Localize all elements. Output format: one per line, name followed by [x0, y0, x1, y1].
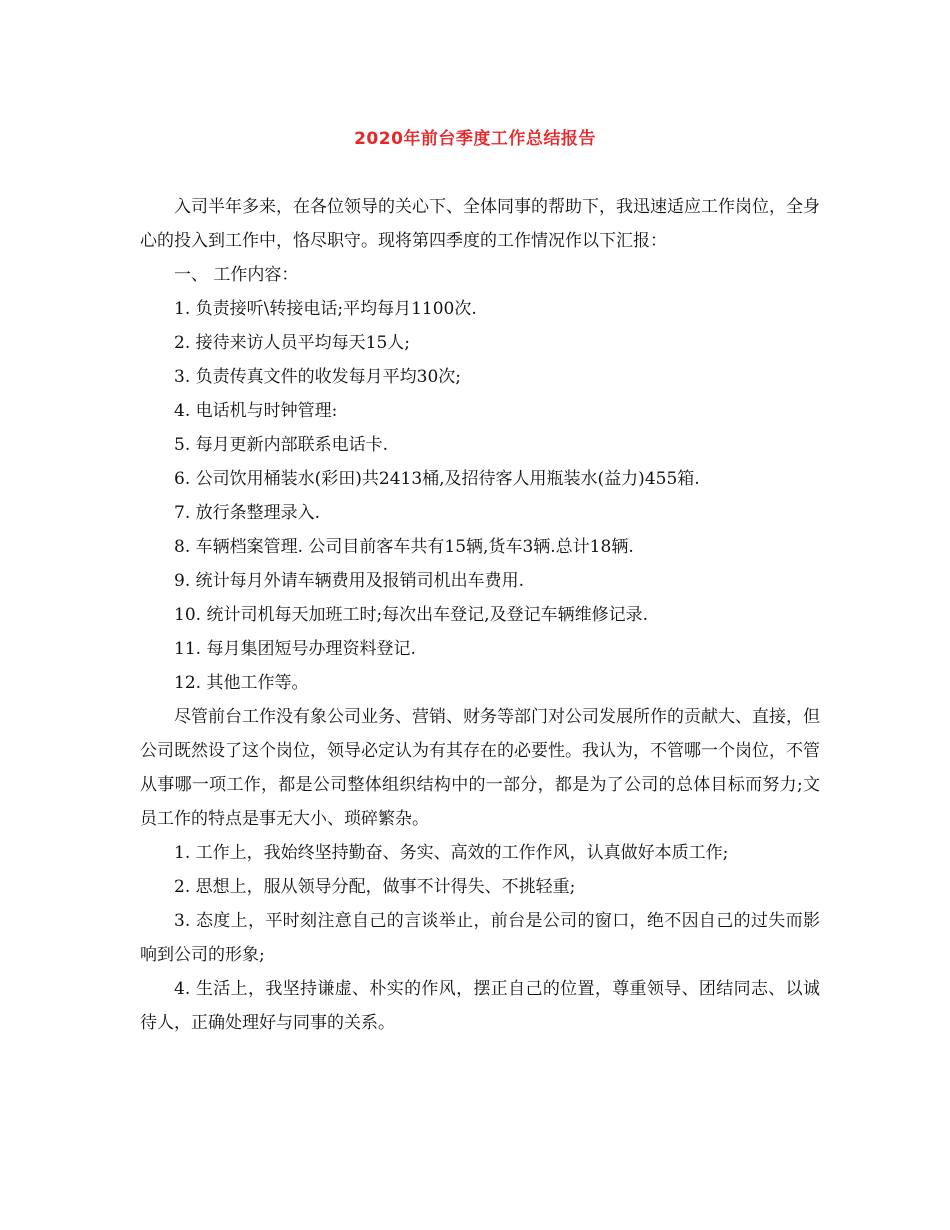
list-item: 10. 统计司机每天加班工时;每次出车登记,及登记车辆维修记录.	[174, 605, 648, 625]
list-item: 11. 每月集团短号办理资料登记.	[174, 639, 416, 659]
intro-paragraph: 入司半年多来，在各位领导的关心下、全体同事的帮助下，我迅速适应工作岗位，全身心的投入到工作中，恪尽职守。现将第四季度的工作情况作以下汇报：	[140, 197, 820, 251]
list-item: 1. 负责接听\转接电话;平均每月1100次.	[174, 299, 477, 319]
list-item: 9. 统计每月外请车辆费用及报销司机出车费用.	[174, 571, 525, 591]
list-item: 4. 生活上，我坚持谦虚、朴实的作风，摆正自己的位置，尊重领导、团结同志、以诚待人，正确处理好与同事的关系。	[140, 979, 820, 1033]
document-body	[140, 190, 820, 1040]
section-heading: 一、 工作内容：	[174, 265, 299, 285]
document-title: 2020年前台季度工作总结报告	[354, 129, 596, 149]
list-item: 8. 车辆档案管理. 公司目前客车共有15辆,货车3辆.总计18辆.	[174, 537, 634, 557]
list-item: 3. 态度上，平时刻注意自己的言谈举止，前台是公司的窗口，绝不因自己的过失而影响到公司的形象;	[140, 911, 820, 965]
list-item: 12. 其他工作等。	[174, 673, 309, 693]
list-item: 2. 接待来访人员平均每天15人;	[174, 333, 410, 353]
list-item: 6. 公司饮用桶装水(彩田)共2413桶,及招待客人用瓶装水(益力)455箱.	[174, 469, 700, 489]
list-item: 4. 电话机与时钟管理:	[174, 401, 338, 421]
list-item: 5. 每月更新内部联系电话卡.	[174, 435, 389, 455]
work-items-list	[140, 292, 820, 700]
list-item: 1. 工作上，我始终坚持勤奋、务实、高效的工作作风，认真做好本质工作;	[174, 843, 729, 863]
list-item: 3. 负责传真文件的收发每月平均30次;	[174, 367, 461, 387]
attitude-items-list	[140, 836, 820, 1040]
list-item: 7. 放行条整理录入.	[174, 503, 321, 523]
reflection-paragraph: 尽管前台工作没有象公司业务、营销、财务等部门对公司发展所作的贡献大、直接，但公司既然设了这个岗位，领导必定认为有其存在的必要性。我认为，不管哪一个岗位，不管从事哪一项工作，都是公司整体组织结构中的一部分，都是为了公司的总体目标而努力;文员工作的特点是事无大小、琐碎繁杂。	[140, 707, 820, 829]
list-item: 2. 思想上，服从领导分配，做事不计得失、不挑轻重;	[174, 877, 576, 897]
